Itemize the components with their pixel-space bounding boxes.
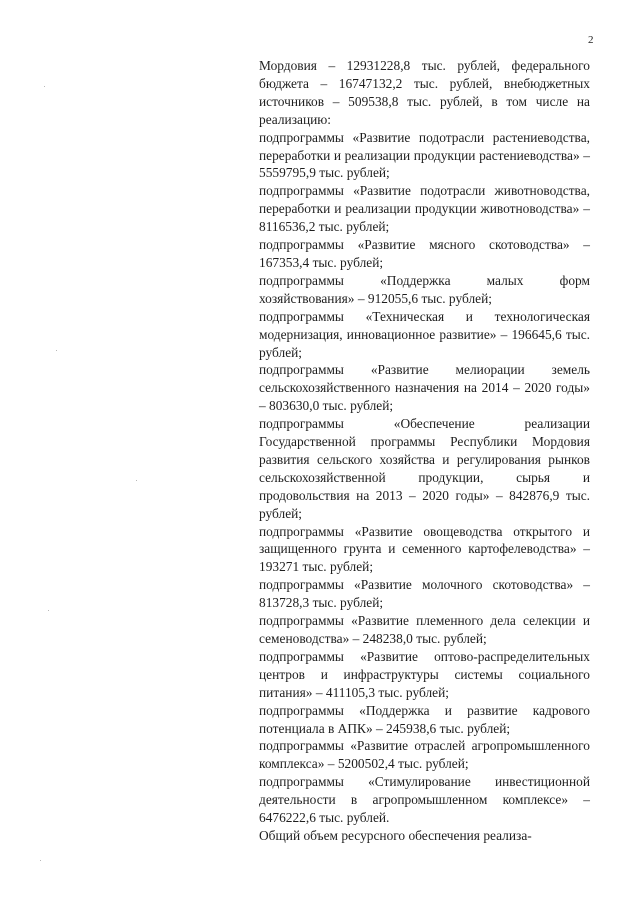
- paragraph-subprogram-personnel: подпрограммы «Поддержка и развитие кадрового потенциала в АПК» – 245938,6 тыс. рублей;: [259, 702, 590, 736]
- scan-speck: [56, 350, 57, 351]
- scan-speck: [40, 860, 41, 861]
- paragraph-subprogram-investment: подпрограммы «Стимулирование инвестиционной деятельности в агропромышленном комплексе» – 6476222,6 тыс. рублей.: [259, 774, 590, 826]
- paragraph-subprogram-breeding-seeds: подпрограммы «Развитие племенного дела селекции и семеноводства» – 248238,0 тыс. рублей;: [259, 613, 590, 646]
- paragraph-subprogram-modernization: подпрограммы «Техническая и технологическая модернизация, инновационное развитие» – 196645,6 тыс. рублей;: [259, 308, 590, 360]
- paragraph-subprogram-beef-cattle: подпрограммы «Развитие мясного скотоводства» – 167353,4 тыс. рублей;: [259, 237, 590, 270]
- paragraph-subprogram-program-support: подпрограммы «Обеспечение реализации Государственной программы Республики Мордовия развития сельского хозяйства и регулирования рынков сельскохозяйственной продукции, сырья и продовольствия на 2013 – 2020 годы» – 842876,9 тыс. рублей;: [259, 416, 590, 521]
- paragraph-subprogram-livestock: подпрограммы «Развитие подотрасли животноводства, переработки и реализации продукции животноводства» – 8116536,2 тыс. рублей;: [259, 183, 590, 235]
- paragraph-subprogram-dairy-cattle: подпрограммы «Развитие молочного скотоводства» – 813728,3 тыс. рублей;: [259, 577, 590, 611]
- paragraph-subprogram-land-melioration: подпрограммы «Развитие мелиорации земель сельскохозяйственного назначения на 2014 – 2020 годы» – 803630,0 тыс. рублей;: [259, 362, 590, 414]
- document-body: [259, 57, 590, 845]
- paragraph-subprogram-crop-production: подпрограммы «Развитие подотрасли растениеводства, переработки и реализации продукции растениеводства» – 5559795,9 тыс. рублей;: [259, 129, 590, 181]
- paragraph-subprogram-vegetables-potatoes: подпрограммы «Развитие овощеводства открытого и защищенного грунта и семенного картофелеводства» – 193271 тыс. рублей;: [259, 523, 590, 575]
- paragraph-subprogram-agro-industry: подпрограммы «Развитие отраслей агропромышленного комплекса» – 5200502,4 тыс. рублей;: [259, 738, 590, 772]
- scan-speck: [136, 480, 137, 481]
- paragraph-subprogram-distribution-centers: подпрограммы «Развитие оптово-распределительных центров и инфраструктуры системы социального питания» – 411105,3 тыс. рублей;: [259, 648, 590, 700]
- scan-speck: [44, 86, 45, 87]
- paragraph-subprogram-small-farms: подпрограммы «Поддержка малых форм хозяйствования» – 912055,6 тыс. рублей;: [259, 272, 590, 306]
- scan-speck: [48, 610, 49, 611]
- paragraph-total-resources: Общий объем ресурсного обеспечения реализа-: [259, 827, 532, 843]
- page-number: 2: [588, 34, 594, 46]
- paragraph-funding-sources: Мордовия – 12931228,8 тыс. рублей, федерального бюджета – 16747132,2 тыс. рублей, внебюджетных источников – 509538,8 тыс. рублей, в том числе на реализацию:: [259, 58, 590, 127]
